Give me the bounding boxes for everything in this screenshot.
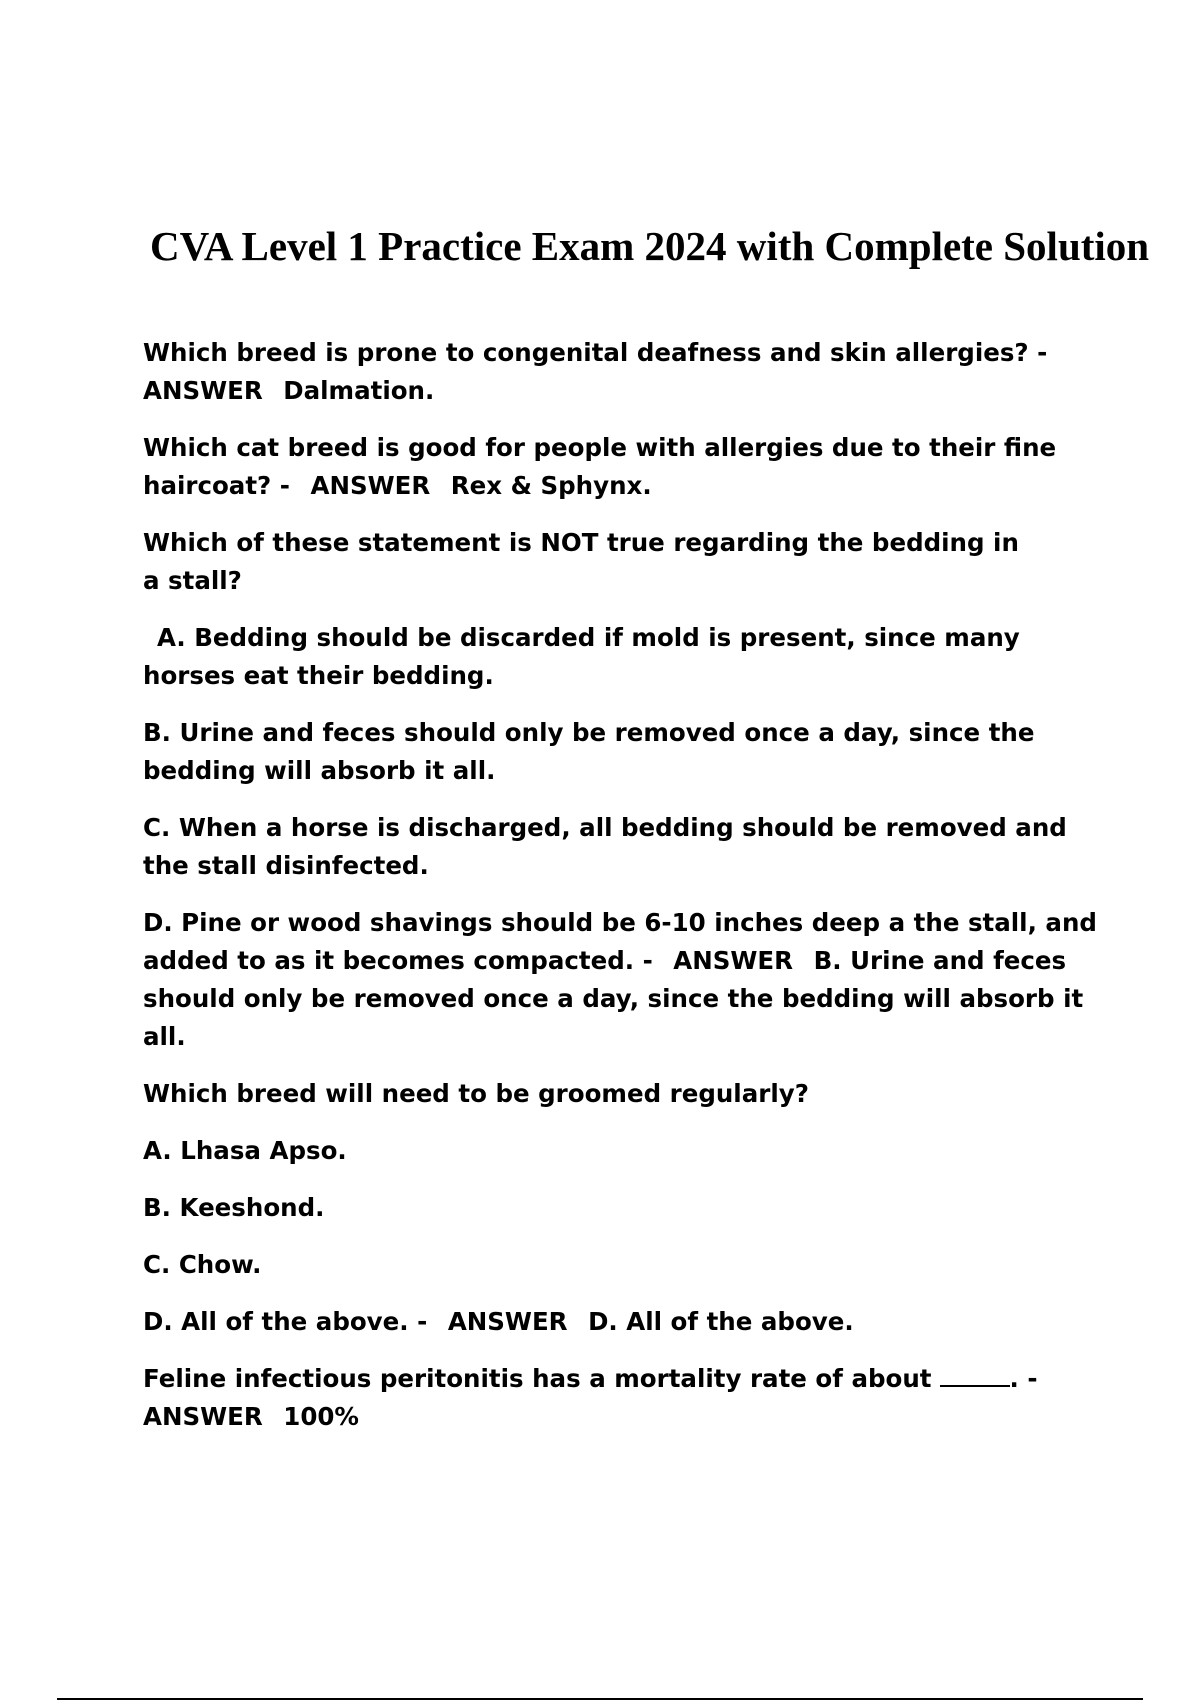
- question-4-option-a: [143, 1132, 1103, 1170]
- question-2-text-line2: haircoat? -: [143, 471, 290, 500]
- question-3-option-c: [143, 809, 1073, 885]
- question-2-answer: Rex & Sphynx.: [450, 471, 652, 500]
- question-4-option-d-text: D. All of the above. -: [143, 1307, 428, 1336]
- question-4-option-d: [143, 1303, 1103, 1341]
- question-5-answer: 100%: [283, 1402, 359, 1431]
- question-5-text: Feline infectious peritonitis has a mortality rate of about: [143, 1364, 932, 1393]
- question-3: [143, 524, 1033, 600]
- question-4-option-a-text: A. Lhasa Apso.: [143, 1136, 347, 1165]
- question-2: [143, 429, 1103, 505]
- question-3-option-a: [143, 619, 1033, 695]
- question-5-answer-label: ANSWER: [143, 1402, 263, 1431]
- question-2-text-line1: Which cat breed is good for people with allergies due to their fine: [143, 433, 1057, 462]
- question-3-option-c-text: C. When a horse is discharged, all bedding should be removed and the stall disinfected.: [143, 813, 1067, 880]
- question-1-answer: Dalmation.: [283, 376, 435, 405]
- answer-blank-line: [940, 1367, 1010, 1387]
- document-title: CVA Level 1 Practice Exam 2024 with Complete Solution: [150, 223, 1150, 269]
- question-3-option-b: [143, 714, 1043, 790]
- question-2-answer-label: ANSWER: [310, 471, 431, 500]
- question-3-answer: B. Urine and feces should only be removed once a day, since the bedding will absorb it all.: [143, 946, 1084, 1051]
- question-4-answer-label: ANSWER: [447, 1307, 568, 1336]
- question-4-text: Which breed will need to be groomed regularly?: [143, 1079, 809, 1108]
- question-4: [143, 1075, 1103, 1113]
- question-3-option-d-text: D. Pine or wood shavings should be 6-10 inches deep a the stall, and added to as it becomes compacted. -: [143, 908, 1097, 975]
- question-1: [143, 334, 1103, 410]
- question-4-option-b: [143, 1189, 1103, 1227]
- question-5-text-end: . -: [1009, 1364, 1038, 1393]
- question-3-text: Which of these statement is NOT true regarding the bedding in a stall?: [143, 528, 1019, 595]
- question-3-option-b-text: B. Urine and feces should only be removed once a day, since the bedding will absorb it all.: [143, 718, 1035, 785]
- question-3-option-d: [143, 904, 1103, 1056]
- question-1-text: Which breed is prone to congenital deafness and skin allergies? -: [143, 338, 1048, 367]
- document-body: [143, 334, 1103, 1455]
- question-4-option-b-text: B. Keeshond.: [143, 1193, 325, 1222]
- question-3-option-a-text: A. Bedding should be discarded if mold is present, since many horses eat their bedding.: [143, 623, 1020, 690]
- question-3-answer-label: ANSWER: [673, 946, 794, 975]
- question-4-option-c: [143, 1246, 1103, 1284]
- question-4-answer: D. All of the above.: [588, 1307, 854, 1336]
- question-1-answer-label: ANSWER: [143, 376, 263, 405]
- question-4-option-c-text: C. Chow.: [143, 1250, 262, 1279]
- question-5: [143, 1360, 1103, 1436]
